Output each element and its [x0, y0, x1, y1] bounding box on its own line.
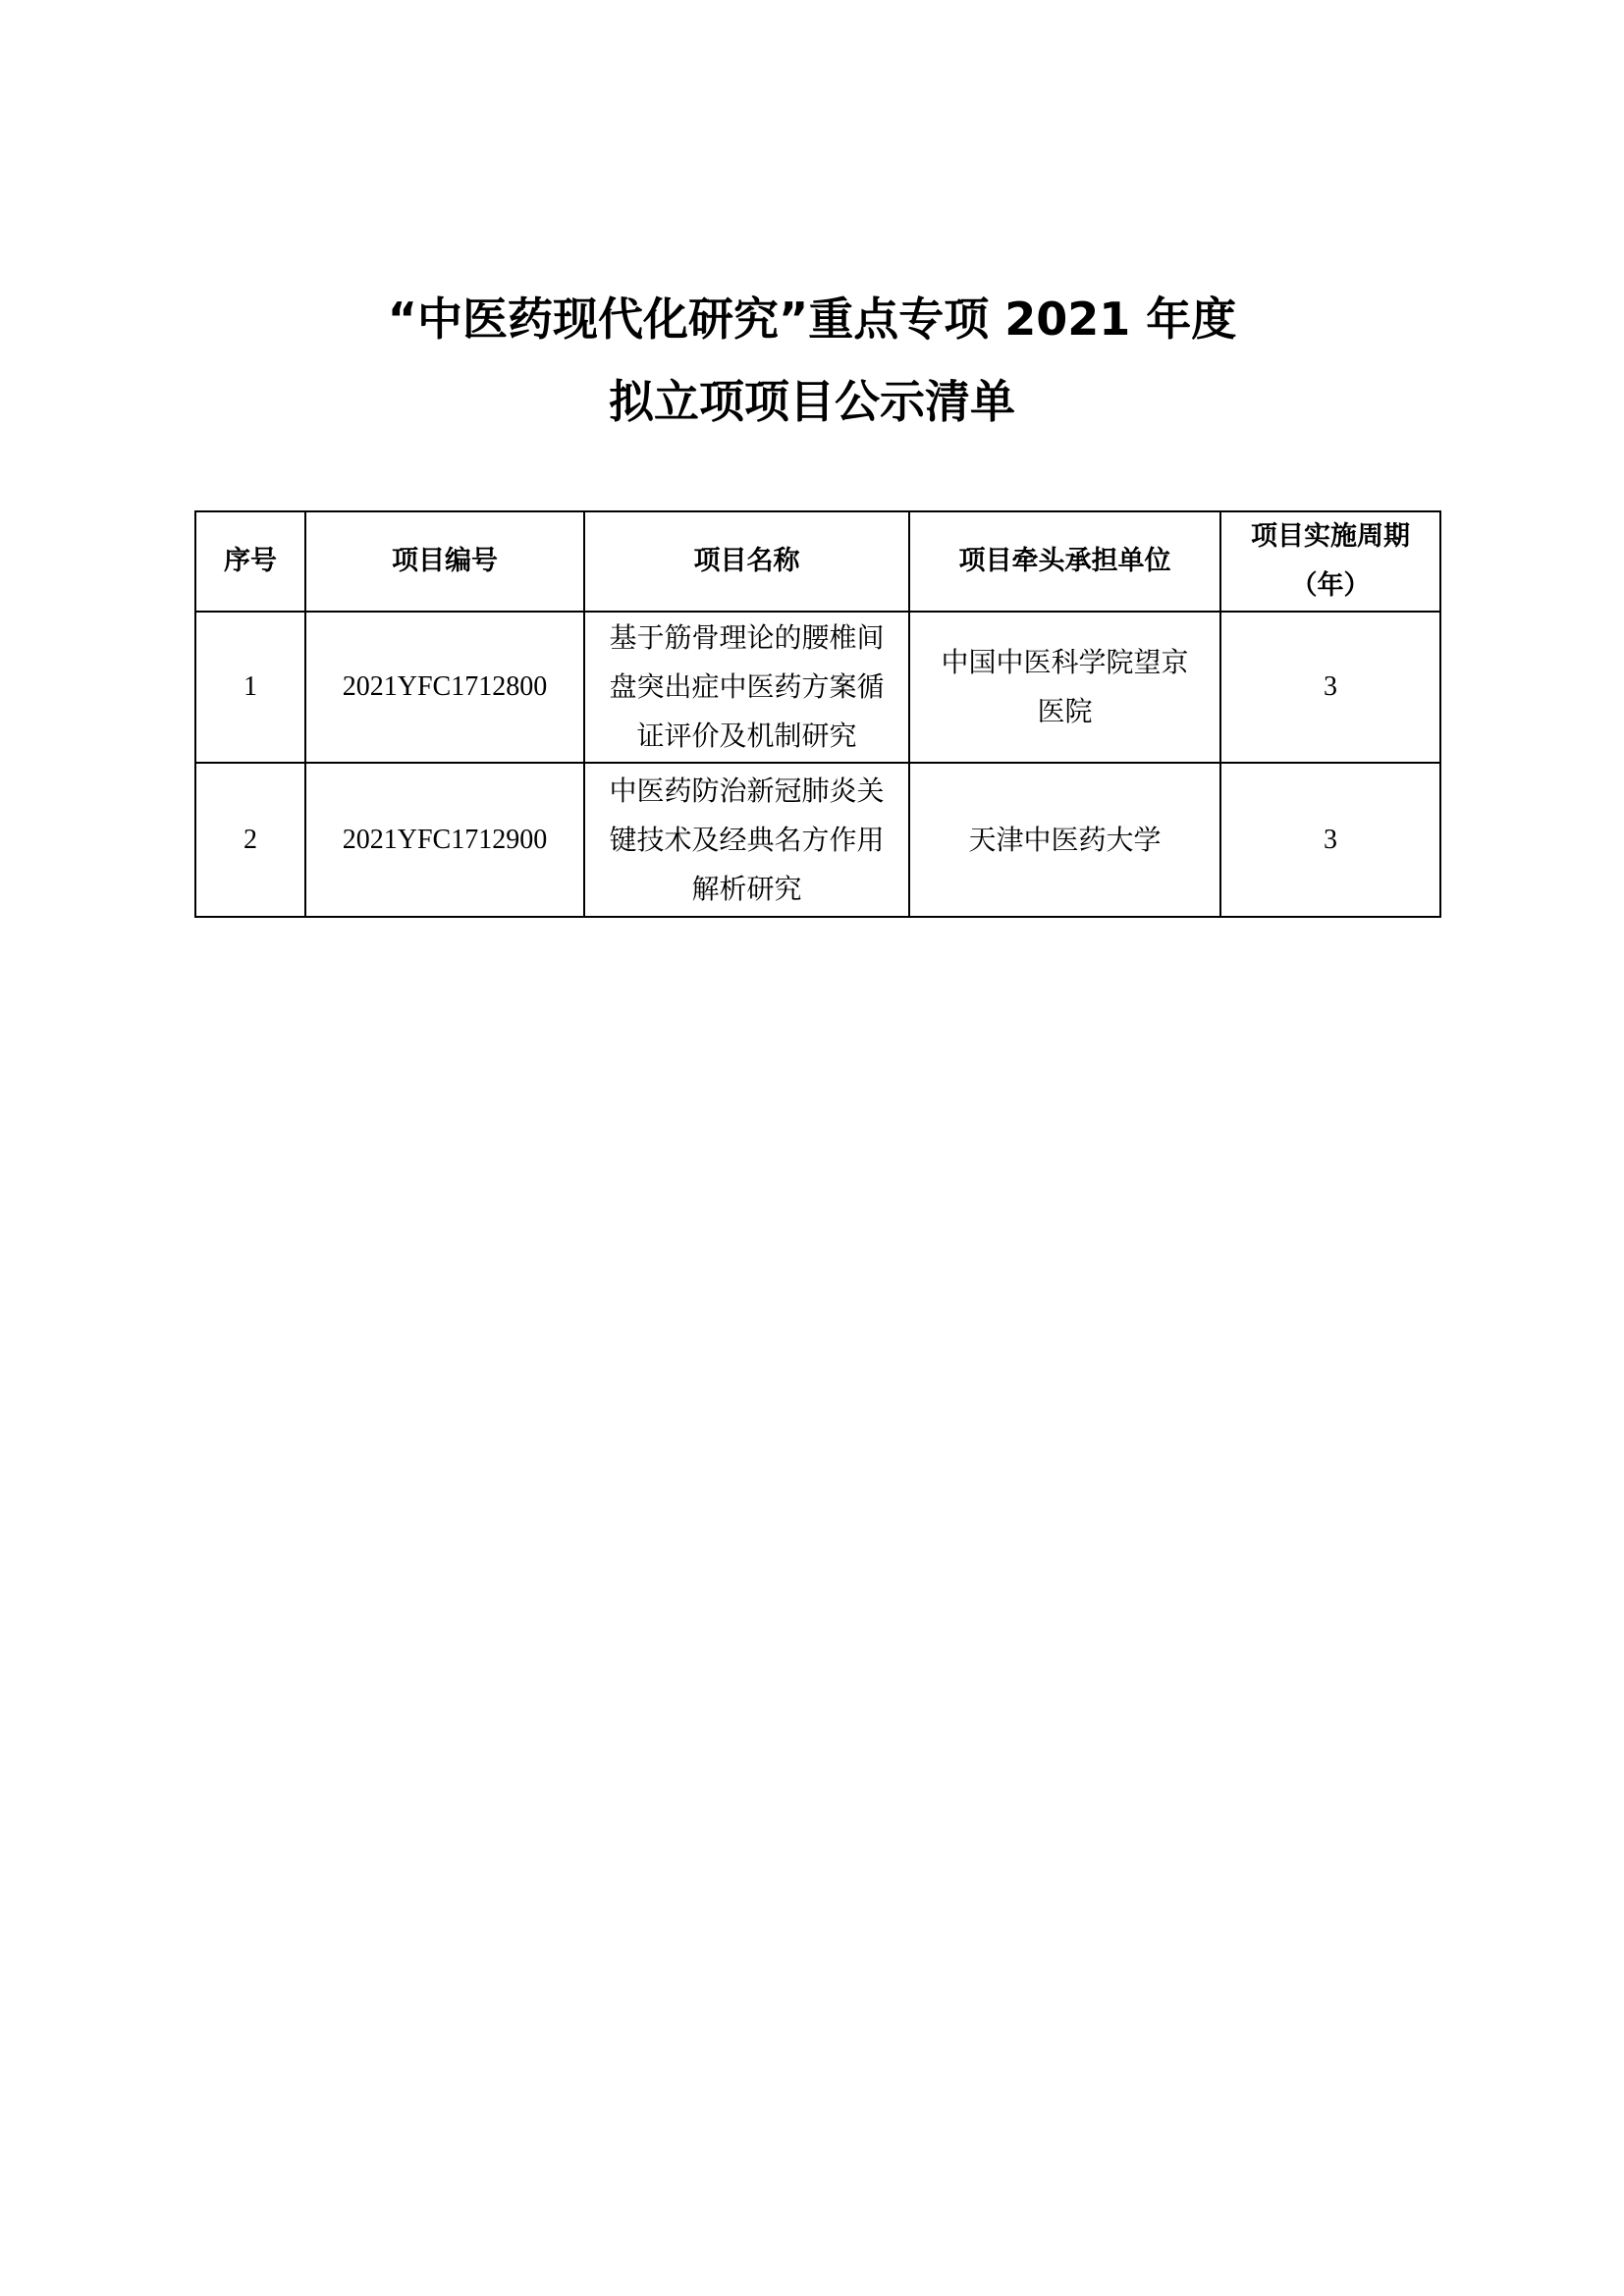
cell-code: 2021YFC1712800 — [305, 612, 584, 763]
cell-unit-text: 中国中医科学院望京医院 — [941, 646, 1189, 727]
cell-unit — [909, 763, 1220, 917]
cell-name — [584, 763, 909, 917]
header-index: 序号 — [195, 511, 305, 612]
table-row — [195, 763, 1440, 917]
header-code: 项目编号 — [305, 511, 584, 612]
document-title — [0, 290, 1624, 431]
cell-index: 1 — [195, 612, 305, 763]
header-period — [1220, 511, 1440, 612]
cell-unit-text: 天津中医药大学 — [968, 823, 1162, 856]
header-name: 项目名称 — [584, 511, 909, 612]
cell-name-text: 中医药防治新冠肺炎关键技术及经典名方作用解析研究 — [609, 774, 885, 905]
cell-name-text: 基于筋骨理论的腰椎间盘突出症中医药方案循证评价及机制研究 — [609, 621, 885, 752]
header-period-label: 项目实施周期（年） — [1251, 521, 1410, 601]
table-row — [195, 612, 1440, 763]
header-unit: 项目牵头承担单位 — [909, 511, 1220, 612]
cell-index: 2 — [195, 763, 305, 917]
project-list-table — [194, 510, 1441, 918]
cell-name — [584, 612, 909, 763]
cell-unit — [909, 612, 1220, 763]
cell-period: 3 — [1220, 612, 1440, 763]
title-line-2: 拟立项项目公示清单 — [609, 375, 1015, 428]
title-line-1: “中医药现代化研究”重点专项 2021 年度 — [387, 293, 1237, 346]
cell-period: 3 — [1220, 763, 1440, 917]
cell-code: 2021YFC1712900 — [305, 763, 584, 917]
table-header-row — [195, 511, 1440, 612]
